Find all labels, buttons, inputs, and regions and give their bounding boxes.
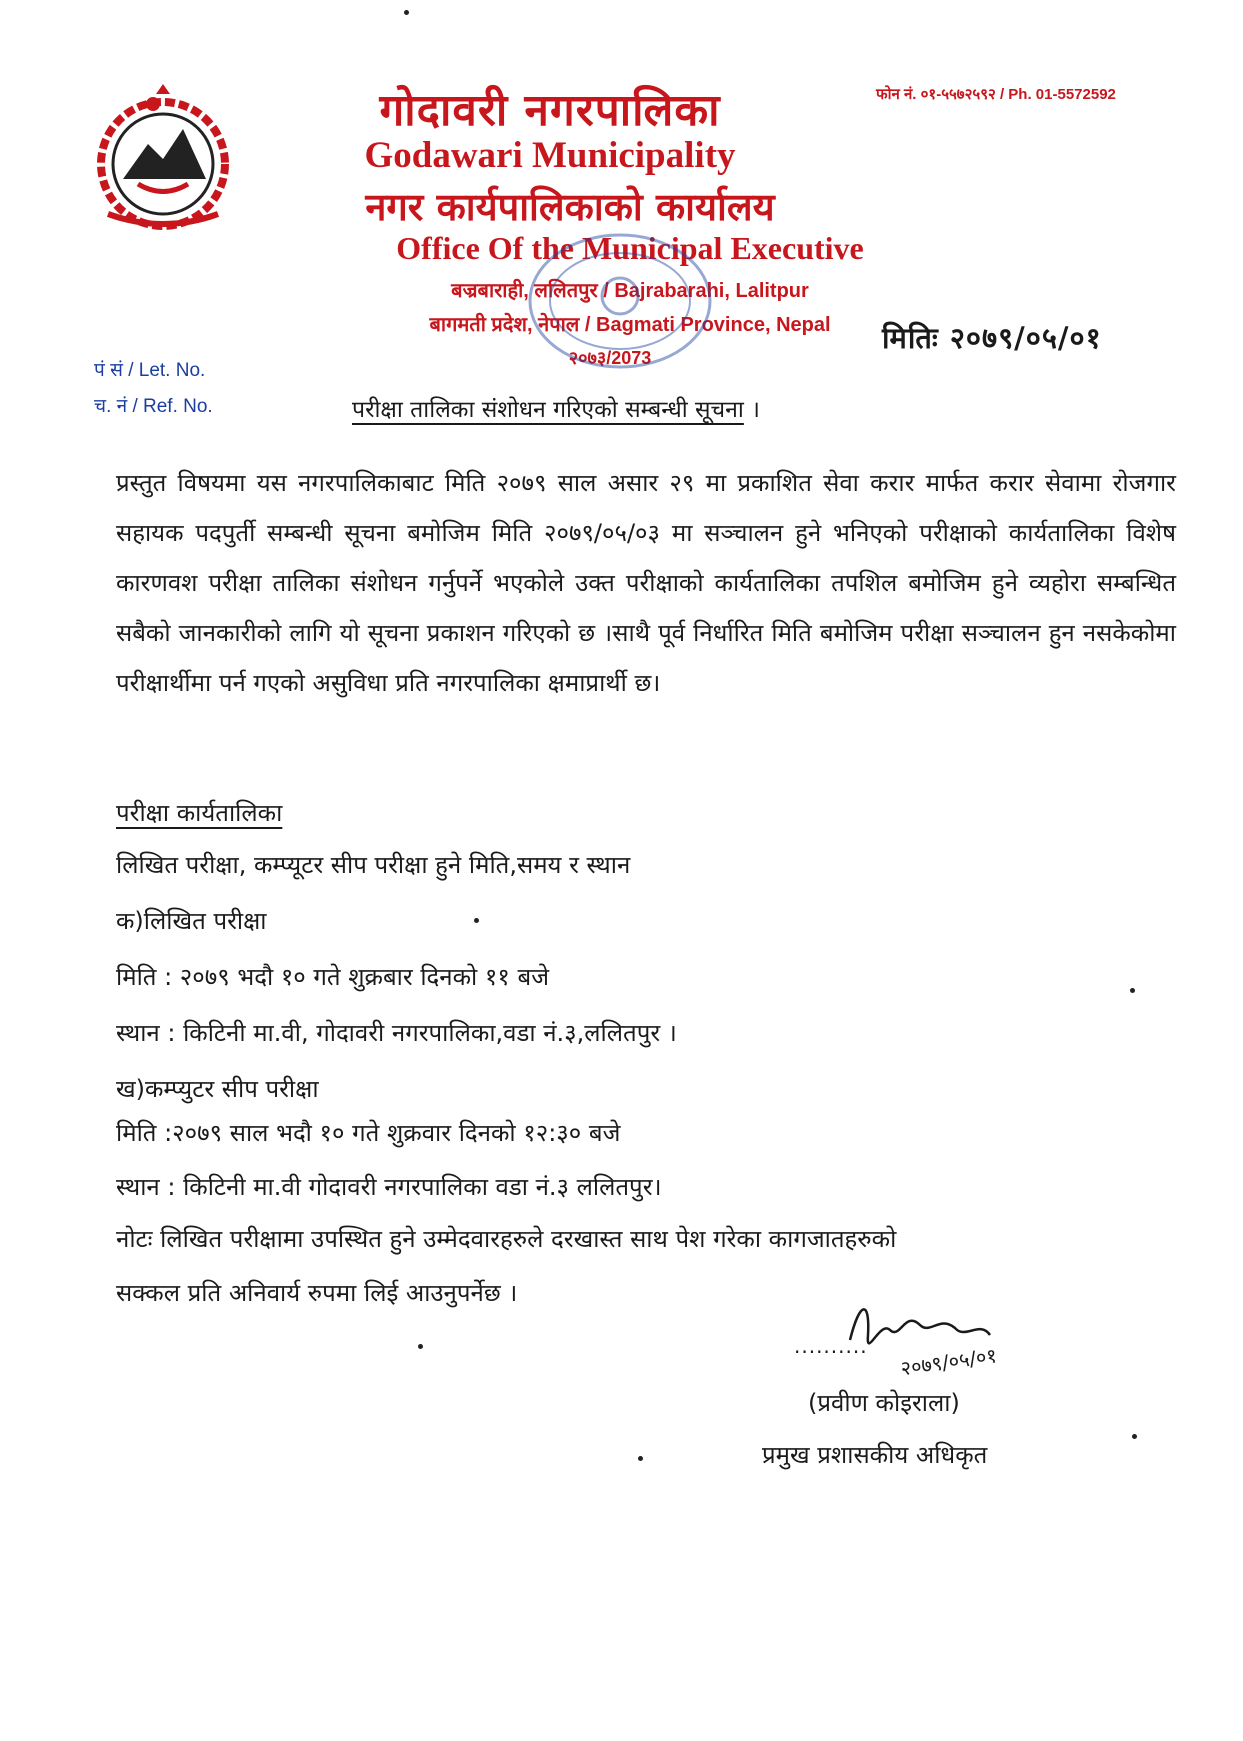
signatory-designation: प्रमुख प्रशासकीय अधिकृत (762, 1441, 988, 1469)
computer-exam-heading: ख)कम्प्युटर सीप परीक्षा (116, 1075, 319, 1103)
notice-body: प्रस्तुत विषयमा यस नगरपालिकाबाट मिति २०७९ साल असार २९ मा प्रकाशित सेवा करार मार्फत करार सेवामा रोजगार सहायक पदपुर्ती सम्बन्धी सूचना बमोजिम मिति २०७९/०५/०३ मा सञ्चालन हुने भनिएको परीक्षाको कार्यतालिका विशेष कारणवश परीक्षा तालिका संशोधन गर्नुपर्ने भएकोले उक्त परीक्षाको कार्यतालिका तपशिल बमोजिम हुने व्यहोरा सम्बन्धित सबैको जानकारीको लागि यो सूचना प्रकाशन गरिएको छ ।साथै पूर्व निर्धारित मिति बमोजिम परीक्षा सञ्चालन हुन नसकेकोमा परीक्षार्थीमा पर्न गएको असुविधा प्रति नगरपालिका क्षमाप्रार्थी छ। (116, 469, 1176, 697)
letter-number-label: पं सं / Let. No. (94, 360, 206, 381)
nepal-emblem-logo (88, 84, 238, 234)
office-seal-stamp (520, 226, 720, 376)
phone-number: फोन नं. ०१-५५७२५९२ / Ph. 01-5572592 (876, 86, 1116, 103)
municipality-name-nepali: गोदावरी नगरपालिका (379, 85, 721, 136)
schedule-title: परीक्षा कार्यतालिका (116, 799, 283, 827)
written-exam-venue: स्थान : किटिनी मा.वी, गोदावरी नगरपालिका,वडा नं.३,ललितपुर । (116, 1019, 677, 1047)
office-name-nepali: नगर कार्यपालिकाको कार्यालय (365, 185, 775, 229)
notice-subject (352, 392, 760, 424)
office-name-english: Office Of the Municipal Executive (396, 230, 864, 266)
schedule-intro: लिखित परीक्षा, कम्प्यूटर सीप परीक्षा हुने मिति,समय र स्थान (116, 851, 631, 879)
letter-date: मितिः २०७९/०५/०१ (882, 321, 1102, 355)
scan-speck (1130, 988, 1135, 993)
subject-text: परीक्षा तालिका संशोधन गरिएको सम्बन्धी सूचना (352, 397, 744, 423)
subject-end-mark: । (751, 397, 760, 423)
municipality-name-english: Godawari Municipality (364, 135, 736, 176)
computer-exam-date: मिति :२०७९ साल भदौ १० गते शुक्रवार दिनको १२:३० बजे (116, 1119, 621, 1147)
written-exam-heading: क)लिखित परीक्षा (116, 907, 267, 935)
scan-speck (474, 918, 479, 923)
office-province: बागमती प्रदेश, नेपाल / Bagmati Province, Nepal (429, 314, 831, 336)
computer-exam-venue: स्थान : किटिनी मा.वी गोदावरी नगरपालिका वडा नं.३ ललितपुर। (116, 1173, 662, 1201)
written-exam-date: मिति : २०७९ भदौ १० गते शुक्रबार दिनको ११ बजे (116, 963, 550, 991)
scan-speck (404, 10, 409, 15)
signature-dots: .......... (794, 1334, 868, 1358)
established-year: २०७३/2073 (568, 348, 652, 368)
scan-speck (418, 1344, 423, 1349)
note-line-2: सक्कल प्रति अनिवार्य रुपमा लिई आउनुपर्नेछ । (116, 1279, 518, 1307)
note-line-1: नोटः लिखित परीक्षामा उपस्थित हुने उम्मेदवारहरुले दरखास्त साथ पेश गरेका कागजातहरुको (116, 1225, 897, 1253)
svg-text:२०७९/०५/०१: २०७९/०५/०१ (899, 1343, 999, 1380)
signatory-name: (प्रवीण कोइराला) (808, 1389, 960, 1417)
office-address: बज्रबाराही, ललितपुर / Bajrabarahi, Lalitpur (451, 280, 809, 302)
scan-speck (638, 1456, 643, 1461)
reference-number-label: च. नं / Ref. No. (94, 396, 213, 417)
scan-speck (1132, 1434, 1137, 1439)
